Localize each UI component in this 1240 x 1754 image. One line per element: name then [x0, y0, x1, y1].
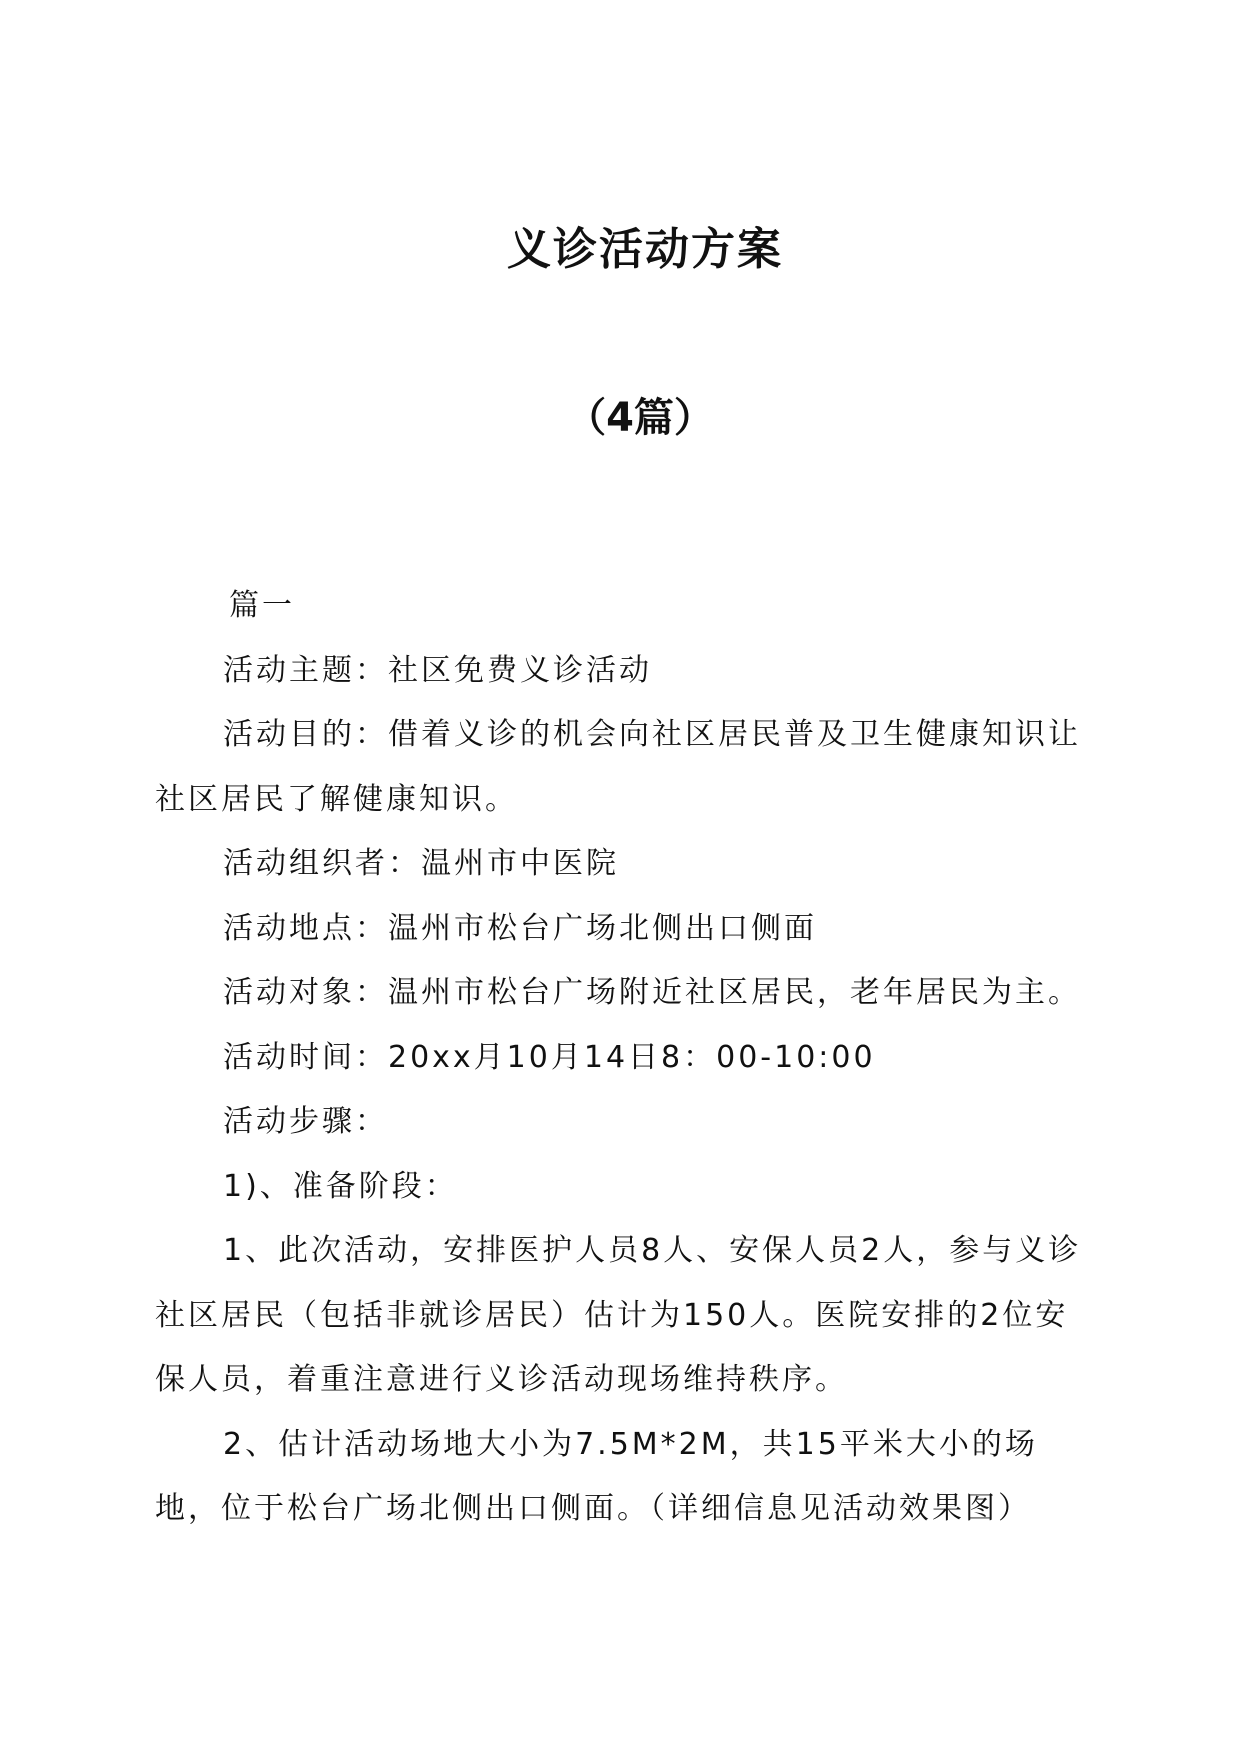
paragraph-organizer: 活动组织者：温州市中医院	[223, 846, 619, 881]
paragraph-audience: 活动对象：温州市松台广场附近社区居民，老年居民为主。	[223, 975, 1081, 1010]
document-body	[155, 574, 1095, 1542]
paragraph-time: 活动时间：20xx月10月14日8：00-10:00	[223, 1039, 876, 1075]
paragraph-section-heading: 篇一	[229, 588, 295, 623]
document-subtitle: （4篇）	[566, 395, 714, 441]
paragraph-item-1: 1、此次活动，安排医护人员8人、安保人员2人，参与义诊社区居民（包括非就诊居民）估计为150人。医院安排的2位安保人员，着重注意进行义诊活动现场维持秩序。	[155, 1233, 1082, 1397]
paragraph-item-2: 2、估计活动场地大小为7.5M*2M，共15平米大小的场地，位于松台广场北侧出口侧面。（详细信息见活动效果图）	[155, 1426, 1038, 1526]
paragraph-purpose: 活动目的：借着义诊的机会向社区居民普及卫生健康知识让社区居民了解健康知识。	[155, 717, 1081, 817]
paragraph-location: 活动地点：温州市松台广场北侧出口侧面	[223, 910, 817, 946]
paragraph-prep-stage: 1)、准备阶段：	[223, 1168, 458, 1204]
document-title: 义诊活动方案	[507, 224, 783, 275]
paragraph-theme: 活动主题：社区免费义诊活动	[223, 652, 652, 688]
paragraph-steps: 活动步骤：	[223, 1104, 388, 1139]
